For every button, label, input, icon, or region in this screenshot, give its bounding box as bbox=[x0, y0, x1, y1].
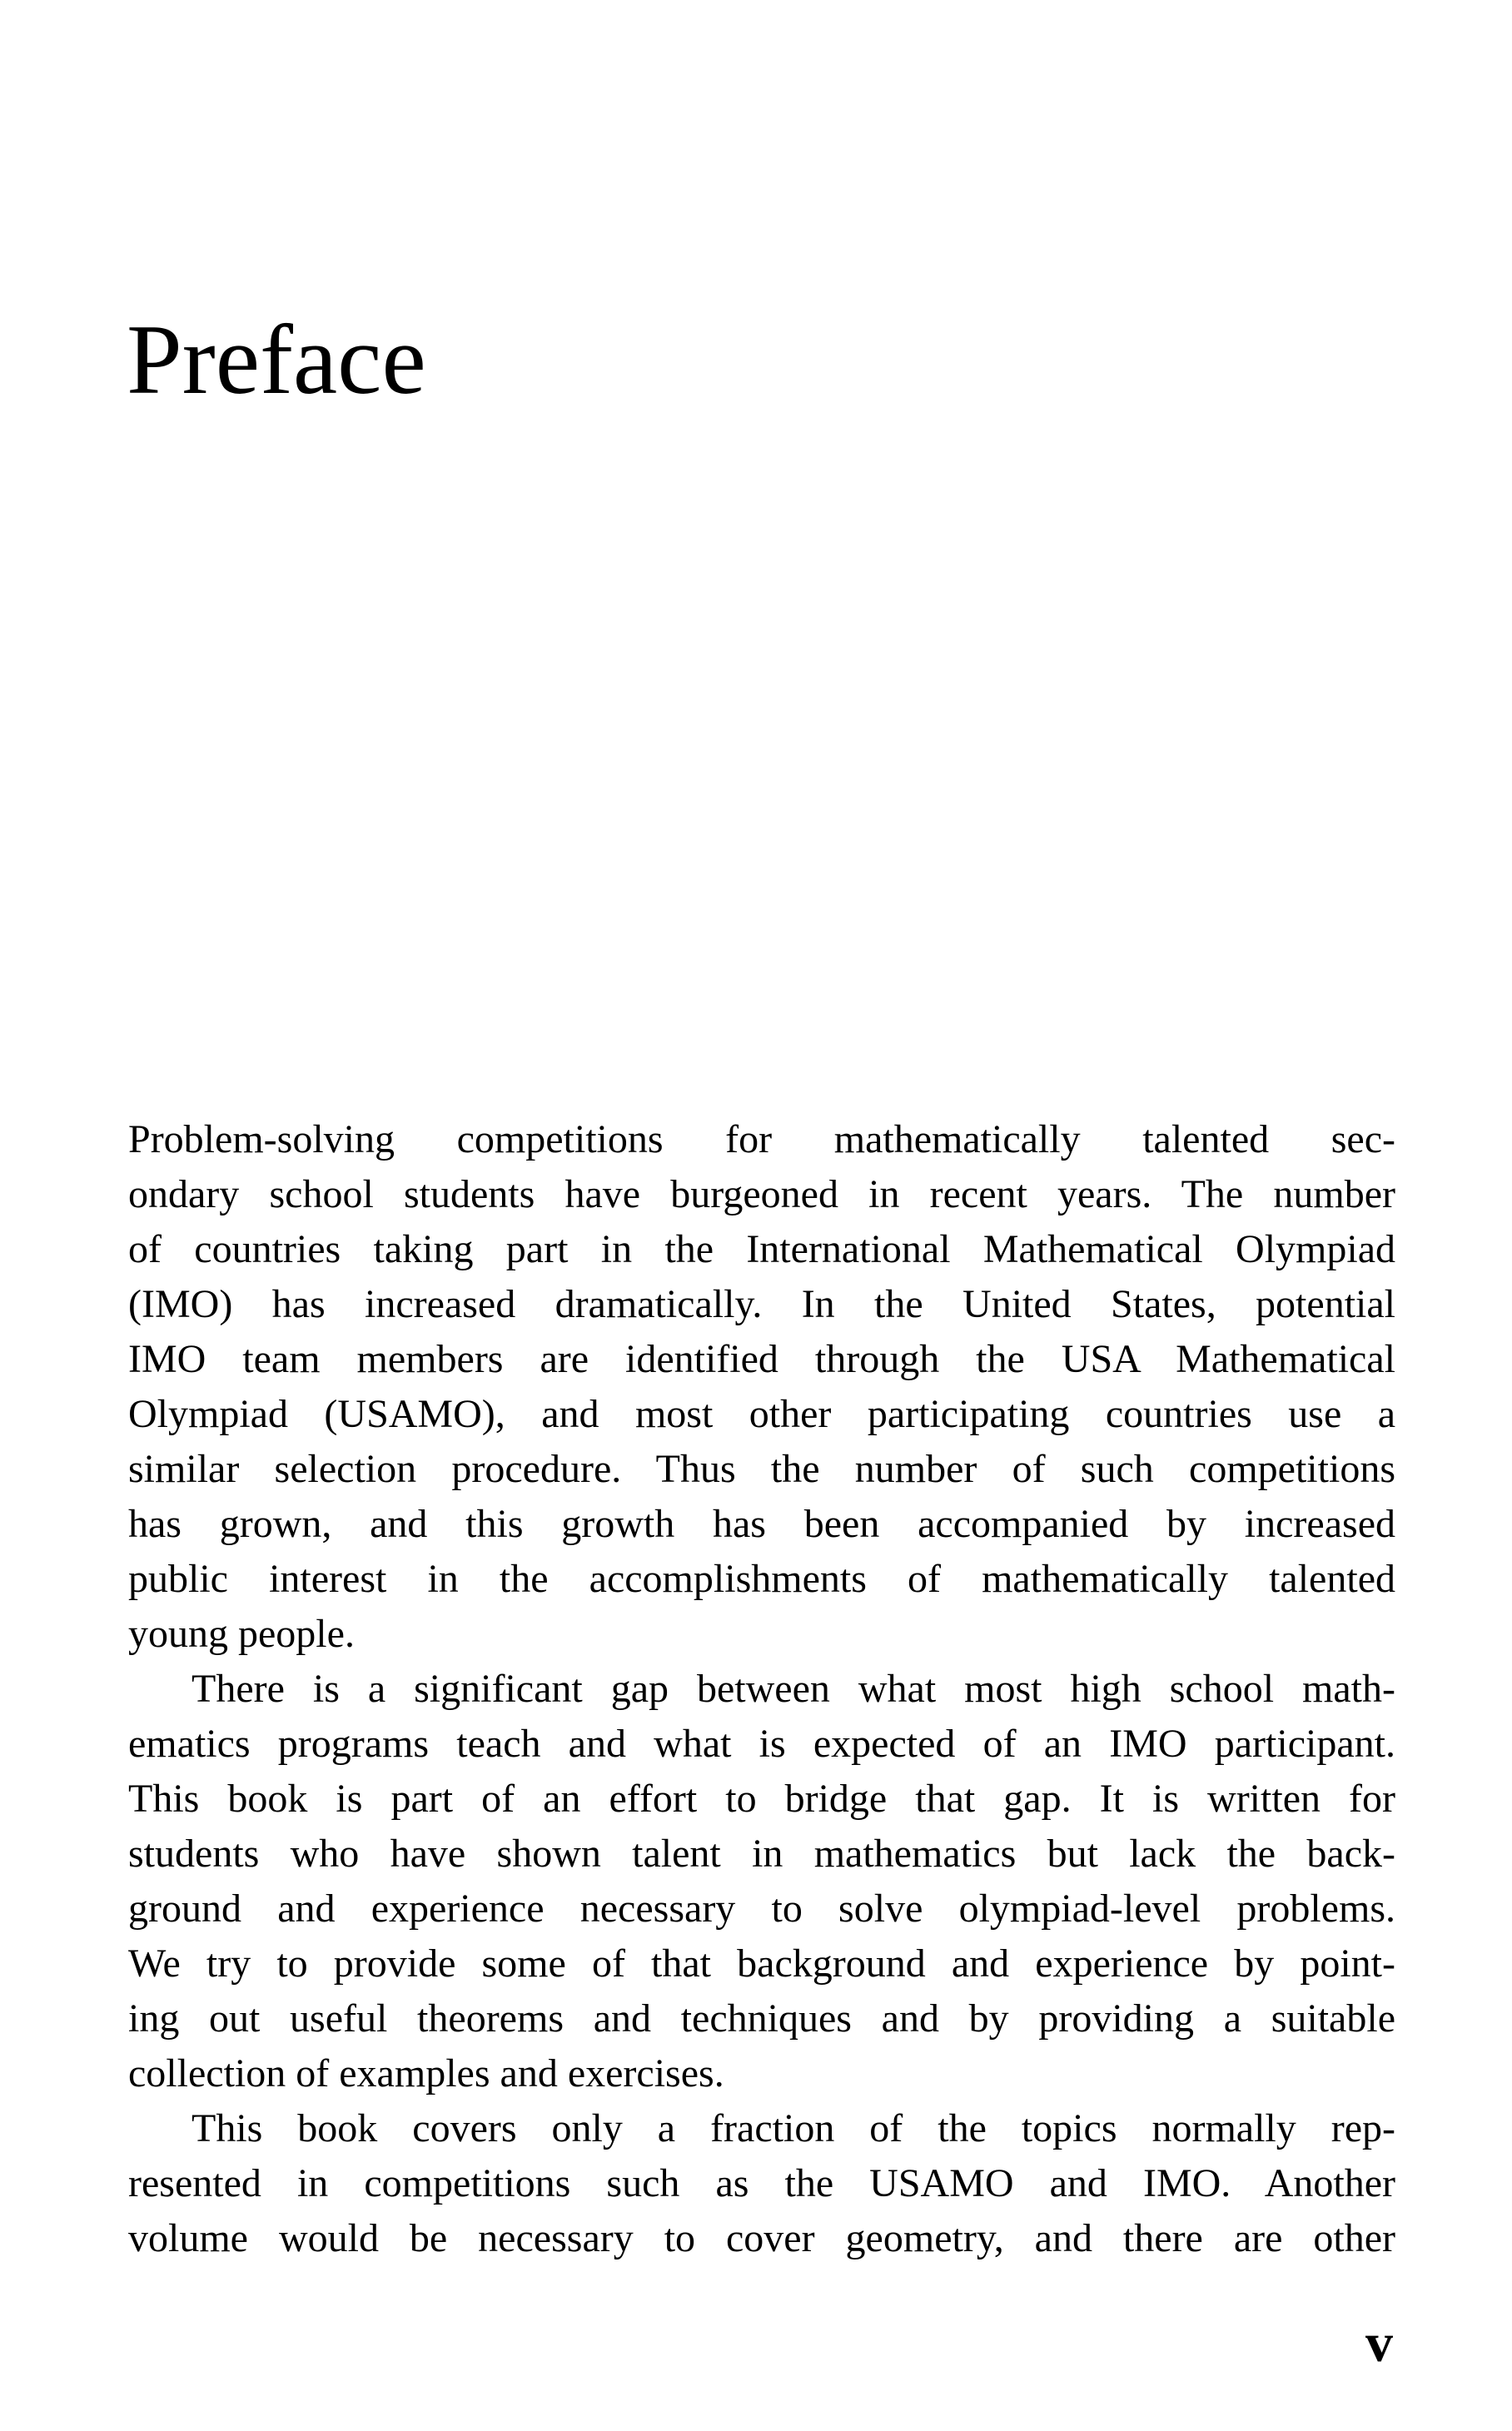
text-line: collection of examples and exercises. bbox=[128, 2051, 724, 2095]
text-line: resented in competitions such as the USAMO and IMO. Another bbox=[128, 2161, 1395, 2205]
text-line: This book covers only a fraction of the topics normally rep- bbox=[191, 2106, 1395, 2150]
page-number: v bbox=[1365, 2313, 1393, 2374]
text-line: similar selection procedure. Thus the number of such competitions bbox=[128, 1447, 1395, 1491]
paragraph bbox=[128, 1662, 1395, 2101]
text-line: has grown, and this growth has been accompanied by increased bbox=[128, 1502, 1395, 1546]
text-line: volume would be necessary to cover geometry, and there are other bbox=[128, 2216, 1395, 2260]
text-line: ematics programs teach and what is expected of an IMO participant. bbox=[128, 1722, 1395, 1766]
text-line: (IMO) has increased dramatically. In the United States, potential bbox=[128, 1282, 1395, 1326]
text-line: Olympiad (USAMO), and most other participating countries use a bbox=[128, 1392, 1395, 1436]
paragraph bbox=[128, 1112, 1395, 1662]
text-line: Problem-solving competitions for mathematically talented sec- bbox=[128, 1117, 1395, 1161]
chapter-title: Preface bbox=[127, 304, 426, 415]
text-line: ing out useful theorems and techniques and by providing a suitable bbox=[128, 1996, 1395, 2041]
text-line: This book is part of an effort to bridge that gap. It is written for bbox=[128, 1777, 1395, 1821]
text-line: public interest in the accomplishments of mathematically talented bbox=[128, 1557, 1395, 1601]
text-line: IMO team members are identified through the USA Mathematical bbox=[128, 1337, 1395, 1381]
text-line: young people. bbox=[128, 1612, 355, 1656]
preface-body bbox=[128, 1112, 1395, 2266]
text-line: ondary school students have burgeoned in recent years. The number bbox=[128, 1172, 1395, 1216]
text-line: There is a significant gap between what most high school math- bbox=[191, 1667, 1395, 1711]
text-line: students who have shown talent in mathematics but lack the back- bbox=[128, 1832, 1395, 1876]
text-line: ground and experience necessary to solve olympiad-level problems. bbox=[128, 1887, 1395, 1931]
text-line: We try to provide some of that background and experience by point- bbox=[128, 1941, 1395, 1986]
paragraph bbox=[128, 2101, 1395, 2266]
text-line: of countries taking part in the International Mathematical Olympiad bbox=[128, 1227, 1395, 1271]
